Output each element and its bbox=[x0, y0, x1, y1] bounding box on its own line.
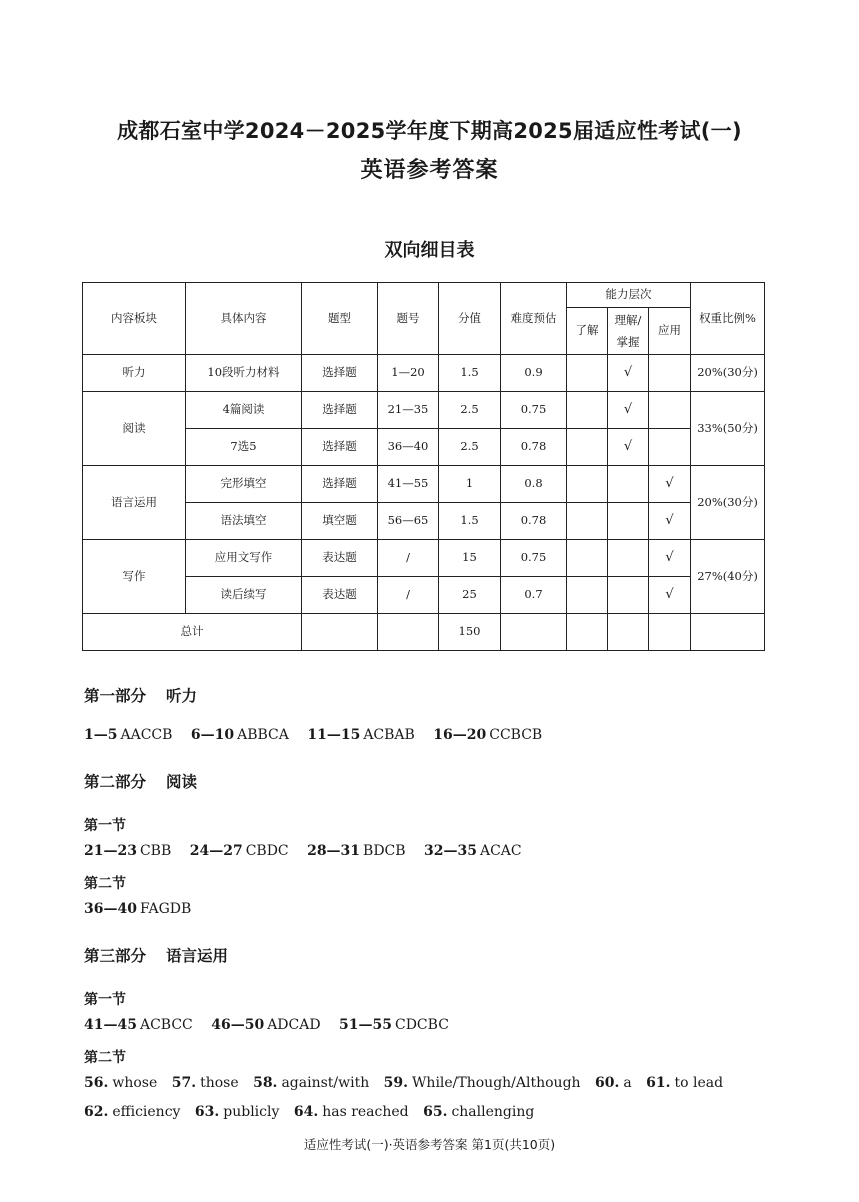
cell-know bbox=[567, 429, 608, 466]
total-empty bbox=[608, 614, 649, 651]
answer-item: 62. efficiency bbox=[84, 1104, 181, 1120]
cell-know bbox=[567, 392, 608, 429]
answer-group: 28—31 BDCB bbox=[307, 843, 406, 859]
part2-label: 第二部分 bbox=[84, 773, 147, 791]
total-empty bbox=[302, 614, 378, 651]
part1-name: 听力 bbox=[166, 687, 198, 705]
cell-difficulty: 0.7 bbox=[501, 577, 567, 614]
cell-content: 4篇阅读 bbox=[186, 392, 302, 429]
part2-section2-heading: 第二节 bbox=[84, 876, 126, 892]
cell-content: 10段听力材料 bbox=[186, 355, 302, 392]
cell-understand: √ bbox=[608, 429, 649, 466]
table-row bbox=[83, 466, 765, 503]
cell-block: 语言运用 bbox=[83, 466, 186, 540]
cell-weight: 33%(50分) bbox=[691, 392, 765, 466]
part3-section2-answers-line2 bbox=[84, 1104, 544, 1120]
cell-type: 选择题 bbox=[302, 429, 378, 466]
part1-heading bbox=[84, 684, 197, 706]
table-total-row bbox=[83, 614, 765, 651]
cell-know bbox=[567, 503, 608, 540]
answer-group: 24—27 CBDC bbox=[189, 843, 289, 859]
cell-type: 选择题 bbox=[302, 392, 378, 429]
header-understand bbox=[608, 308, 649, 355]
table-row bbox=[83, 540, 765, 577]
answer-item: 56. whose bbox=[84, 1075, 158, 1091]
cell-apply bbox=[649, 355, 691, 392]
cell-score: 1.5 bbox=[439, 503, 501, 540]
cell-number: 36—40 bbox=[378, 429, 439, 466]
part1-answers bbox=[84, 727, 556, 743]
cell-type: 表达题 bbox=[302, 577, 378, 614]
cell-weight: 20%(30分) bbox=[691, 355, 765, 392]
answer-item: 59. While/Though/Although bbox=[383, 1075, 581, 1091]
cell-score: 2.5 bbox=[439, 392, 501, 429]
cell-apply: √ bbox=[649, 540, 691, 577]
cell-difficulty: 0.75 bbox=[501, 540, 567, 577]
answer-item: 57. those bbox=[171, 1075, 239, 1091]
answer-group: 36—40 FAGDB bbox=[84, 901, 192, 917]
answer-item: 64. has reached bbox=[293, 1104, 409, 1120]
header-weight: 权重比例% bbox=[691, 283, 765, 355]
total-empty bbox=[501, 614, 567, 651]
table-row bbox=[83, 392, 765, 429]
cell-know bbox=[567, 540, 608, 577]
answer-group: 41—45 ACBCC bbox=[84, 1017, 193, 1033]
answer-item: 63. publicly bbox=[194, 1104, 280, 1120]
part3-label: 第三部分 bbox=[84, 947, 147, 965]
header-understand-line1: 理解/ bbox=[614, 313, 642, 327]
cell-apply bbox=[649, 392, 691, 429]
cell-weight: 27%(40分) bbox=[691, 540, 765, 614]
answer-group: 46—50 ADCAD bbox=[211, 1017, 321, 1033]
cell-understand bbox=[608, 540, 649, 577]
cell-difficulty: 0.78 bbox=[501, 503, 567, 540]
cell-number: 56—65 bbox=[378, 503, 439, 540]
cell-block: 听力 bbox=[83, 355, 186, 392]
cell-score: 1 bbox=[439, 466, 501, 503]
cell-content: 语法填空 bbox=[186, 503, 302, 540]
cell-score: 1.5 bbox=[439, 355, 501, 392]
part3-name: 语言运用 bbox=[166, 947, 229, 965]
part3-section2-answers-line1 bbox=[84, 1075, 733, 1091]
cell-difficulty: 0.9 bbox=[501, 355, 567, 392]
part2-heading bbox=[84, 770, 197, 792]
answer-item: 61. to lead bbox=[646, 1075, 724, 1091]
page-footer: 适应性考试(一)·英语参考答案 第1页(共10页) bbox=[303, 1137, 556, 1152]
total-empty bbox=[691, 614, 765, 651]
cell-type: 表达题 bbox=[302, 540, 378, 577]
cell-know bbox=[567, 577, 608, 614]
cell-number: 1—20 bbox=[378, 355, 439, 392]
part2-section2-answers bbox=[84, 901, 205, 917]
cell-type: 选择题 bbox=[302, 355, 378, 392]
cell-content: 完形填空 bbox=[186, 466, 302, 503]
header-score: 分值 bbox=[439, 283, 501, 355]
answer-group: 16—20 CCBCB bbox=[433, 727, 543, 743]
table-row bbox=[83, 503, 765, 540]
table-header-row bbox=[83, 283, 765, 308]
cell-understand: √ bbox=[608, 392, 649, 429]
cell-number: / bbox=[378, 540, 439, 577]
answer-group: 11—15 ACBAB bbox=[307, 727, 415, 743]
cell-know bbox=[567, 355, 608, 392]
cell-understand bbox=[608, 466, 649, 503]
cell-score: 2.5 bbox=[439, 429, 501, 466]
cell-weight: 20%(30分) bbox=[691, 466, 765, 540]
cell-difficulty: 0.78 bbox=[501, 429, 567, 466]
answer-group: 6—10 ABBCA bbox=[190, 727, 289, 743]
cell-understand: √ bbox=[608, 355, 649, 392]
cell-number: 21—35 bbox=[378, 392, 439, 429]
answer-group: 1—5 AACCB bbox=[84, 727, 173, 743]
part3-section1-heading: 第一节 bbox=[84, 992, 126, 1008]
cell-know bbox=[567, 466, 608, 503]
answer-group: 51—55 CDCBC bbox=[339, 1017, 449, 1033]
table-row bbox=[83, 429, 765, 466]
part3-heading bbox=[84, 944, 228, 966]
cell-difficulty: 0.8 bbox=[501, 466, 567, 503]
header-ability: 能力层次 bbox=[567, 283, 691, 308]
part3-section2-heading: 第二节 bbox=[84, 1050, 126, 1066]
header-difficulty: 难度预估 bbox=[501, 283, 567, 355]
total-label: 总计 bbox=[83, 614, 302, 651]
answer-group: 32—35 ACAC bbox=[424, 843, 522, 859]
cell-score: 25 bbox=[439, 577, 501, 614]
cell-block: 阅读 bbox=[83, 392, 186, 466]
answer-key-title: 英语参考答案 bbox=[360, 158, 499, 183]
cell-number: / bbox=[378, 577, 439, 614]
cell-apply bbox=[649, 429, 691, 466]
cell-content: 7选5 bbox=[186, 429, 302, 466]
part1-label: 第一部分 bbox=[84, 687, 147, 705]
header-number: 题号 bbox=[378, 283, 439, 355]
cell-apply: √ bbox=[649, 503, 691, 540]
header-apply: 应用 bbox=[649, 308, 691, 355]
answer-group: 21—23 CBB bbox=[84, 843, 172, 859]
table-row bbox=[83, 577, 765, 614]
cell-number: 41—55 bbox=[378, 466, 439, 503]
header-type: 题型 bbox=[302, 283, 378, 355]
answer-item: 58. against/with bbox=[253, 1075, 370, 1091]
header-content: 具体内容 bbox=[186, 283, 302, 355]
cell-understand bbox=[608, 503, 649, 540]
answer-item: 60. a bbox=[595, 1075, 632, 1091]
cell-block: 写作 bbox=[83, 540, 186, 614]
part3-section1-answers bbox=[84, 1017, 463, 1033]
table-row bbox=[83, 355, 765, 392]
header-understand-line2: 掌握 bbox=[616, 335, 640, 349]
cell-type: 选择题 bbox=[302, 466, 378, 503]
part2-section1-answers bbox=[84, 843, 536, 859]
exam-title: 成都石室中学2024－2025学年度下期高2025届适应性考试(一) bbox=[117, 119, 742, 143]
cell-difficulty: 0.75 bbox=[501, 392, 567, 429]
answer-item: 65. challenging bbox=[423, 1104, 535, 1120]
part2-name: 阅读 bbox=[166, 773, 198, 791]
total-empty bbox=[378, 614, 439, 651]
cell-apply: √ bbox=[649, 577, 691, 614]
header-know: 了解 bbox=[567, 308, 608, 355]
total-empty bbox=[649, 614, 691, 651]
cell-apply: √ bbox=[649, 466, 691, 503]
cell-type: 填空题 bbox=[302, 503, 378, 540]
cell-understand bbox=[608, 577, 649, 614]
cell-content: 读后续写 bbox=[186, 577, 302, 614]
header-block: 内容板块 bbox=[83, 283, 186, 355]
total-empty bbox=[567, 614, 608, 651]
table-title: 双向细目表 bbox=[384, 240, 475, 261]
specification-table bbox=[82, 282, 765, 651]
total-score: 150 bbox=[439, 614, 501, 651]
part2-section1-heading: 第一节 bbox=[84, 818, 126, 834]
cell-score: 15 bbox=[439, 540, 501, 577]
cell-content: 应用文写作 bbox=[186, 540, 302, 577]
